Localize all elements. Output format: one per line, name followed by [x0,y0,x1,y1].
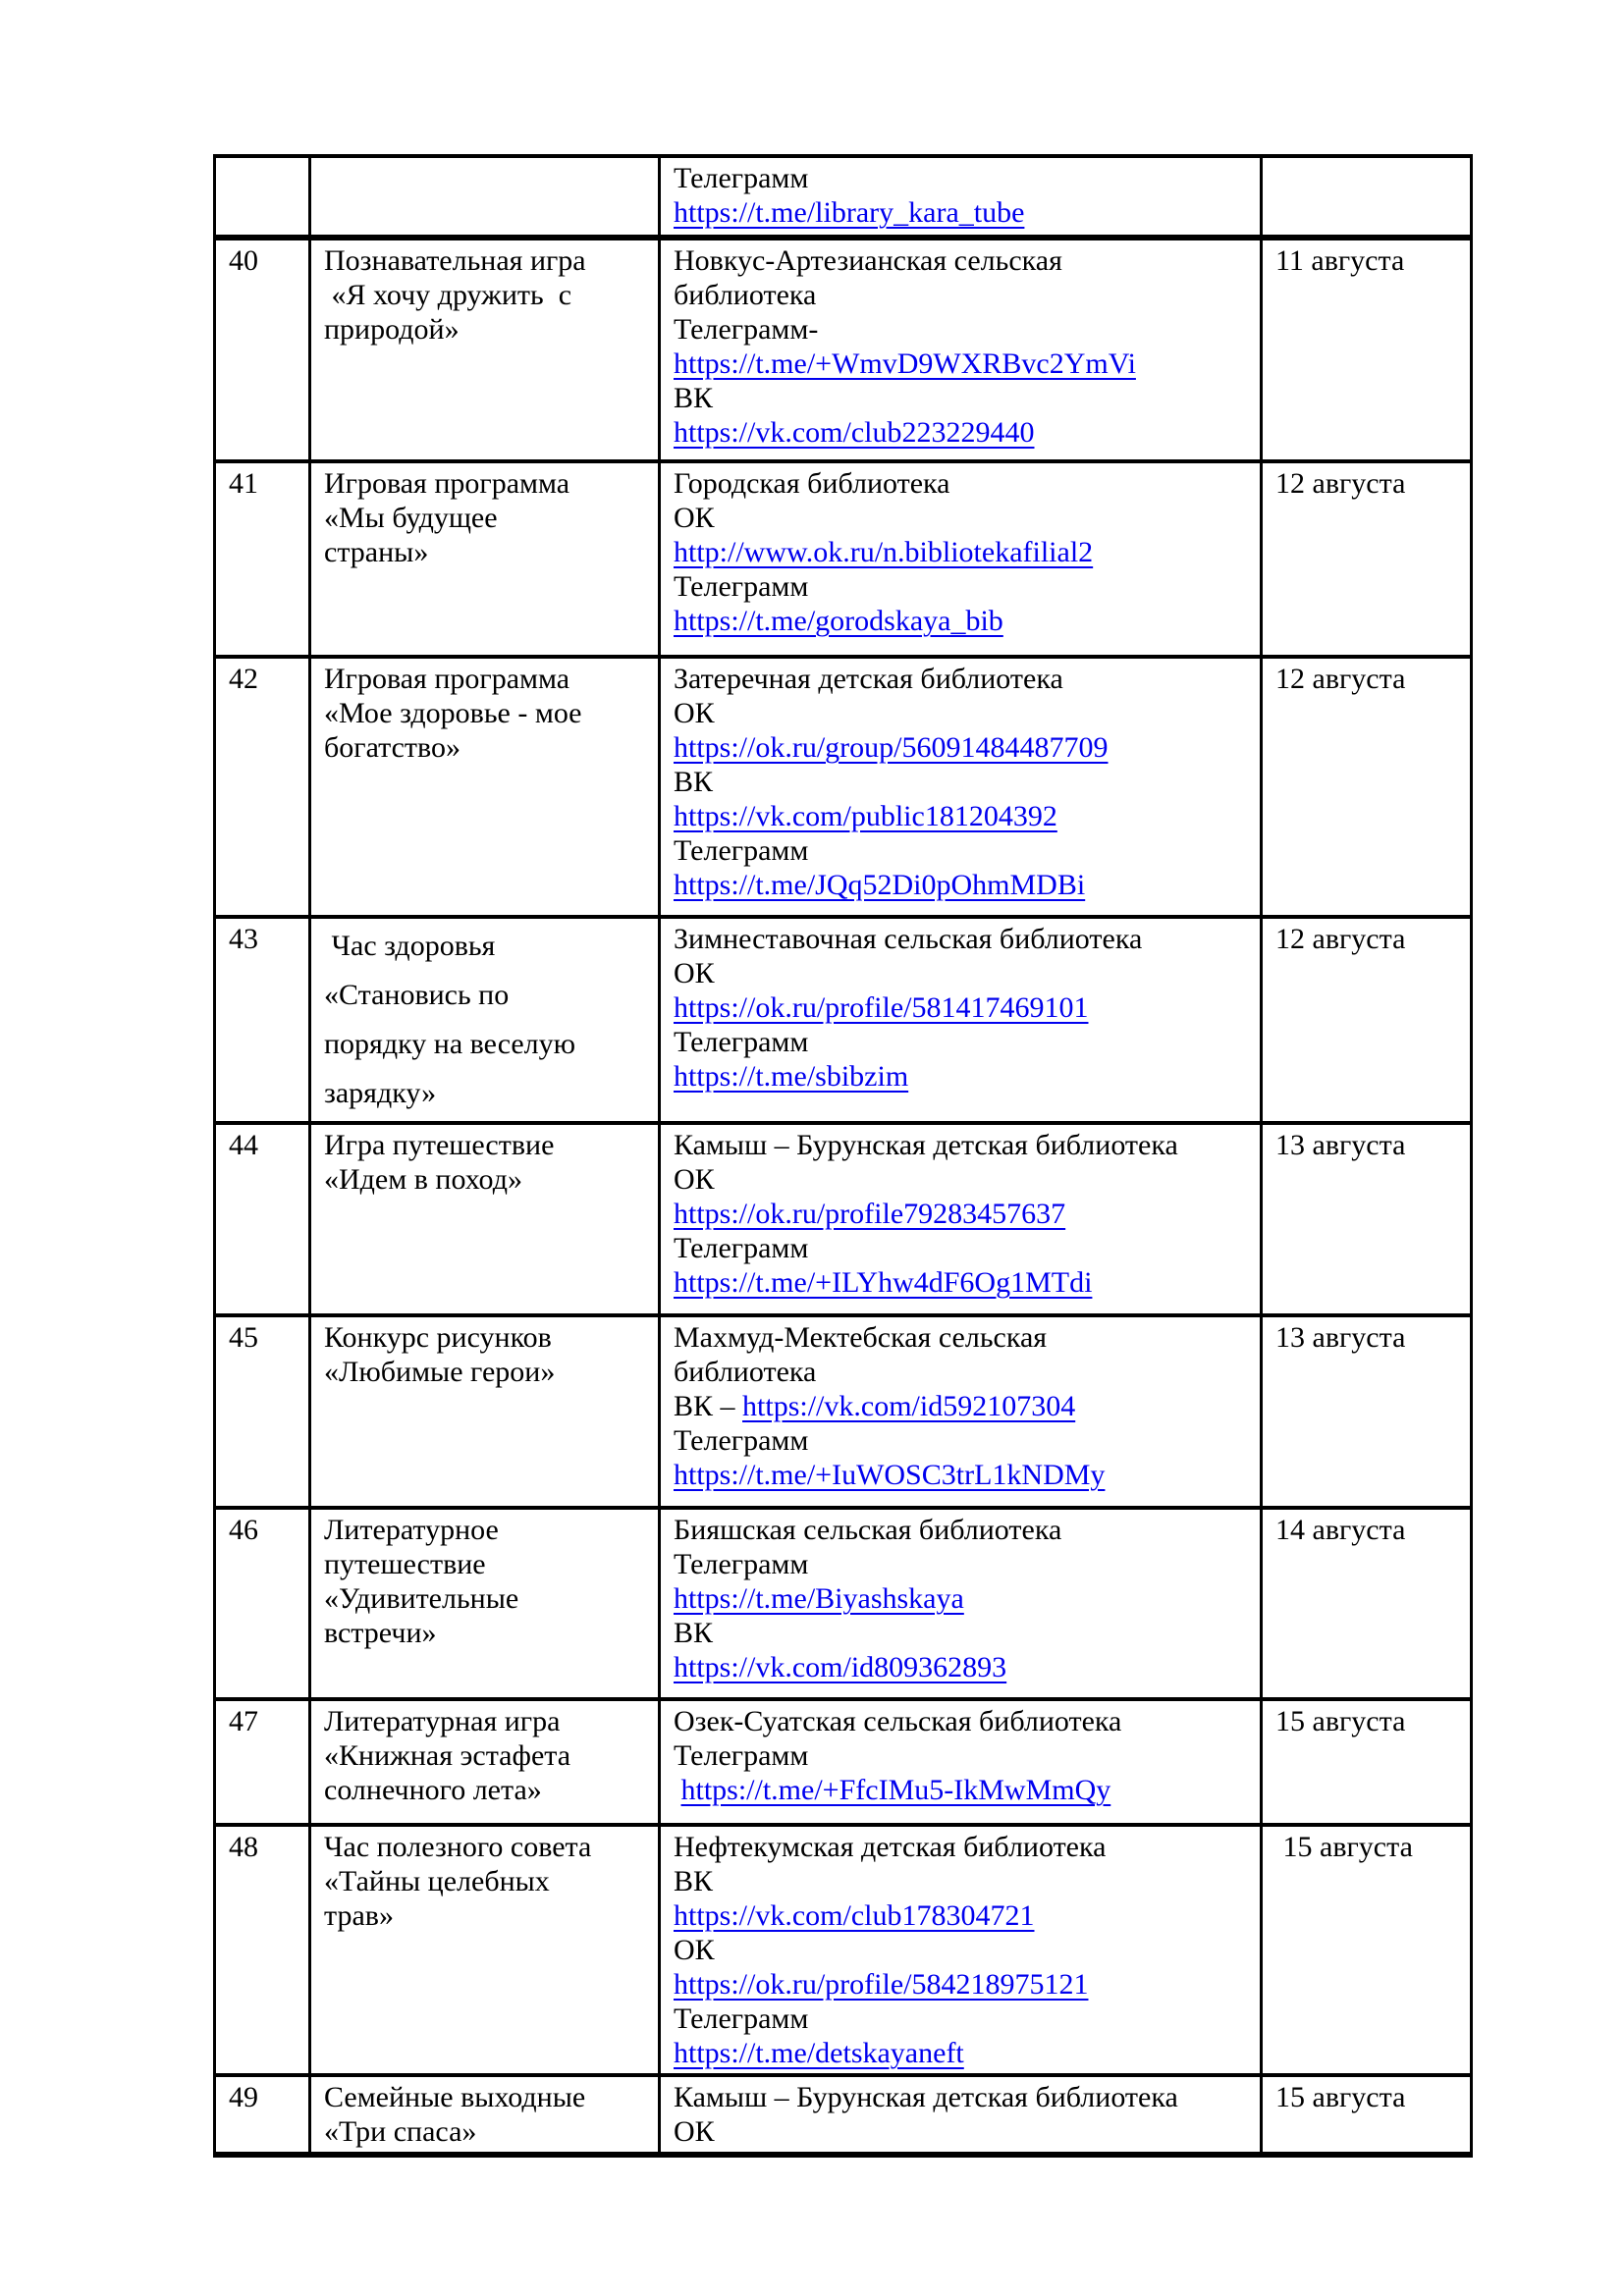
info-line [674,1933,1254,1967]
row-number-cell [215,156,310,238]
info-line [674,1967,1254,2002]
info-text: Телеграмм [674,1424,809,1457]
event-name-cell [310,2075,660,2155]
library-links-cell [660,657,1262,917]
row-number-cell: 49 [215,2075,310,2155]
hyperlink[interactable]: https://t.me/library_kara_tube [674,196,1025,229]
hyperlink[interactable]: https://t.me/+ILYhw4dF6Og1MTdi [674,1266,1093,1299]
info-text: Затеречная детская библиотека [674,663,1063,695]
hyperlink[interactable]: https://ok.ru/group/56091484487709 [674,731,1109,764]
library-links-cell [660,156,1262,238]
library-links-cell [660,1825,1262,2075]
info-text: ОК [674,1163,715,1196]
date-cell: 12 августа [1262,461,1472,657]
info-line [674,501,1254,535]
info-text: Телеграмм [674,1548,809,1580]
event-name-line: Литературное [324,1514,499,1546]
event-name-line: «Идем в поход» [324,1163,522,1196]
info-text [674,1774,681,1806]
info-line [674,662,1254,696]
info-line [674,1738,1254,1773]
hyperlink[interactable]: https://ok.ru/profile/584218975121 [674,1968,1089,2001]
event-name-line: встречи» [324,1617,437,1649]
hyperlink[interactable]: https://t.me/detskayaneft [674,2037,964,2069]
info-line [674,466,1254,501]
hyperlink[interactable]: https://vk.com/id809362893 [674,1651,1007,1683]
info-line [674,922,1254,956]
info-text: Телеграмм [674,834,809,867]
info-line [674,347,1254,381]
events-table [213,154,1473,2158]
info-line [674,868,1254,902]
info-line [674,1320,1254,1355]
hyperlink[interactable]: https://vk.com/public181204392 [674,800,1057,832]
info-text: ВК [674,1617,714,1649]
event-name-line: «Становись по [324,979,510,1011]
date-cell: 15 августа [1262,2075,1472,2155]
info-line [674,535,1254,569]
info-line [674,161,1254,195]
row-number-cell: 47 [215,1699,310,1825]
info-text: Городская библиотека [674,467,950,500]
info-line [674,243,1254,278]
info-line [674,696,1254,730]
info-text: ОК [674,2115,715,2148]
event-name-line: трав» [324,1899,394,1932]
table-row [215,1699,1472,1825]
event-name-line: порядку на веселую [324,1028,576,1060]
info-line [674,1389,1254,1423]
date-cell: 15 августа [1262,1699,1472,1825]
row-number-cell: 42 [215,657,310,917]
row-number-cell: 43 [215,917,310,1123]
date-cell: 15 августа [1262,1825,1472,2075]
info-line [674,1773,1254,1807]
event-name-line: солнечного лета» [324,1774,542,1806]
event-name-cell [310,1123,660,1315]
info-text: Нефтекумская детская библиотека [674,1831,1107,1863]
event-name-line: путешествие [324,1548,486,1580]
event-name-cell [310,657,660,917]
event-name-line: «Любимые герои» [324,1356,556,1388]
table-row [215,1825,1472,2075]
event-name-line: Познавательная игра [324,244,586,277]
info-text: Телеграмм [674,162,809,194]
info-line [674,1830,1254,1864]
info-text: ВК [674,382,714,414]
info-line [674,1513,1254,1547]
info-text: ВК [674,766,714,798]
info-text: ВК – [674,1390,743,1422]
library-links-cell [660,917,1262,1123]
event-name-line: Час полезного совета [324,1831,592,1863]
table-row [215,461,1472,657]
event-name-line: Конкурс рисунков [324,1321,552,1354]
event-name-line: «Удивительные [324,1582,519,1615]
info-text: ОК [674,957,715,989]
row-number-cell: 41 [215,461,310,657]
event-name-line: «Три спаса» [324,2115,477,2148]
info-line [674,381,1254,415]
row-number-cell: 46 [215,1508,310,1699]
info-line [674,2036,1254,2070]
info-line [674,1128,1254,1162]
info-text: Бияшская сельская библиотека [674,1514,1062,1546]
info-line [674,1162,1254,1197]
table-row [215,657,1472,917]
event-name-line: страны» [324,536,429,568]
info-text: Телеграмм [674,570,809,603]
info-line [674,1650,1254,1684]
info-line [674,730,1254,765]
row-number-cell: 40 [215,238,310,461]
event-name-line: «Книжная эстафета [324,1739,571,1772]
event-name-line: Литературная игра [324,1705,561,1737]
event-name-line: «Я хочу дружить с [324,279,572,311]
event-name-line: Игровая программа [324,663,570,695]
info-text: Зимнеставочная сельская библиотека [674,923,1143,955]
hyperlink[interactable]: https://vk.com/club178304721 [674,1899,1035,1932]
library-links-cell [660,1315,1262,1508]
info-line [674,1231,1254,1265]
event-name-cell [310,156,660,238]
hyperlink[interactable]: http://www.ok.ru/n.bibliotekafilial2 [674,536,1094,568]
event-name-line: «Мы будущее [324,502,498,534]
info-line [674,1898,1254,1933]
info-text: Новкус-Артезианская сельская [674,244,1062,277]
event-name-line: богатство» [324,731,460,764]
row-number-cell: 45 [215,1315,310,1508]
table-row [215,238,1472,461]
hyperlink[interactable]: https://t.me/+WmvD9WXRBvc2YmVi [674,347,1136,380]
info-line [674,1197,1254,1231]
event-name-line: «Мое здоровье - мое [324,697,582,729]
info-line [674,1059,1254,1094]
event-name-cell [310,238,660,461]
event-name-line: Семейные выходные [324,2081,586,2113]
library-links-cell [660,2075,1262,2155]
event-name-cell [310,917,660,1123]
row-number-cell: 44 [215,1123,310,1315]
table-row [215,1508,1472,1699]
event-name-line: природой» [324,313,460,346]
table-row [215,917,1472,1123]
info-text: библиотека [674,1356,817,1388]
info-text: Телеграмм [674,1739,809,1772]
info-line [674,1704,1254,1738]
info-line [674,1616,1254,1650]
library-links-cell [660,1123,1262,1315]
event-name-cell [310,1825,660,2075]
library-links-cell [660,238,1262,461]
info-line [674,569,1254,604]
events-table-body [215,156,1472,2155]
info-text: ОК [674,502,715,534]
event-name-line: «Тайны целебных [324,1865,550,1897]
hyperlink[interactable]: https://t.me/+IuWOSC3trL1kNDMy [674,1459,1106,1491]
hyperlink[interactable]: https://t.me/JQq52Di0pOhmMDBi [674,869,1086,901]
event-name-line: Игра путешествие [324,1129,555,1161]
row-number-cell: 48 [215,1825,310,2075]
info-text: библиотека [674,279,817,311]
library-links-cell [660,461,1262,657]
info-text: Телеграмм [674,1232,809,1264]
info-line [674,1458,1254,1492]
info-line [674,312,1254,347]
hyperlink[interactable]: https://t.me/gorodskaya_bib [674,605,1003,637]
date-cell: 11 августа [1262,238,1472,461]
table-row [215,1123,1472,1315]
event-name-cell [310,461,660,657]
info-text: ВК [674,1865,714,1897]
info-line [674,2114,1254,2149]
event-name-cell [310,1508,660,1699]
info-text: Камыш – Бурунская детская библиотека [674,1129,1178,1161]
info-text: Камыш – Бурунская детская библиотека [674,2081,1178,2113]
event-name-line: Игровая программа [324,467,570,500]
library-links-cell [660,1508,1262,1699]
info-line [674,799,1254,833]
info-line [674,604,1254,638]
info-line [674,415,1254,450]
table-row [215,2075,1472,2155]
table-row [215,1315,1472,1508]
info-text: Телеграмм- [674,313,819,346]
info-line [674,195,1254,230]
hyperlink[interactable]: https://ok.ru/profile/581417469101 [674,991,1089,1024]
event-name-cell [310,1699,660,1825]
info-line [674,278,1254,312]
table-row [215,156,1472,238]
event-name-cell [310,1315,660,1508]
library-links-cell [660,1699,1262,1825]
info-line [674,990,1254,1025]
hyperlink[interactable]: https://vk.com/club223229440 [674,416,1035,449]
info-line [674,833,1254,868]
info-line [674,1864,1254,1898]
info-line [674,1547,1254,1581]
info-text: Махмуд-Мектебская сельская [674,1321,1048,1354]
date-cell: 12 августа [1262,657,1472,917]
info-text: Телеграмм [674,1026,809,1058]
date-cell: 13 августа [1262,1123,1472,1315]
info-text: Озек-Суатская сельская библиотека [674,1705,1122,1737]
date-cell [1262,156,1472,238]
hyperlink[interactable]: https://t.me/+FfcIMu5-IkMwMmQy [680,1774,1111,1806]
info-line [674,1265,1254,1300]
date-cell: 13 августа [1262,1315,1472,1508]
event-name-line: зарядку» [324,1077,437,1109]
hyperlink[interactable]: https://t.me/Biyashskaya [674,1582,964,1615]
info-text: ОК [674,697,715,729]
info-line [674,765,1254,799]
info-line [674,1423,1254,1458]
info-line [674,1581,1254,1616]
info-text: ОК [674,1934,715,1966]
hyperlink[interactable]: https://t.me/sbibzim [674,1060,909,1093]
info-line [674,956,1254,990]
info-text: Телеграмм [674,2002,809,2035]
date-cell: 14 августа [1262,1508,1472,1699]
event-name-line: Час здоровья [324,930,496,962]
info-line [674,2002,1254,2036]
info-line [674,1355,1254,1389]
info-line [674,2080,1254,2114]
info-line [674,1025,1254,1059]
hyperlink[interactable]: https://ok.ru/profile79283457637 [674,1198,1066,1230]
hyperlink[interactable]: https://vk.com/id592107304 [742,1390,1076,1422]
date-cell: 12 августа [1262,917,1472,1123]
